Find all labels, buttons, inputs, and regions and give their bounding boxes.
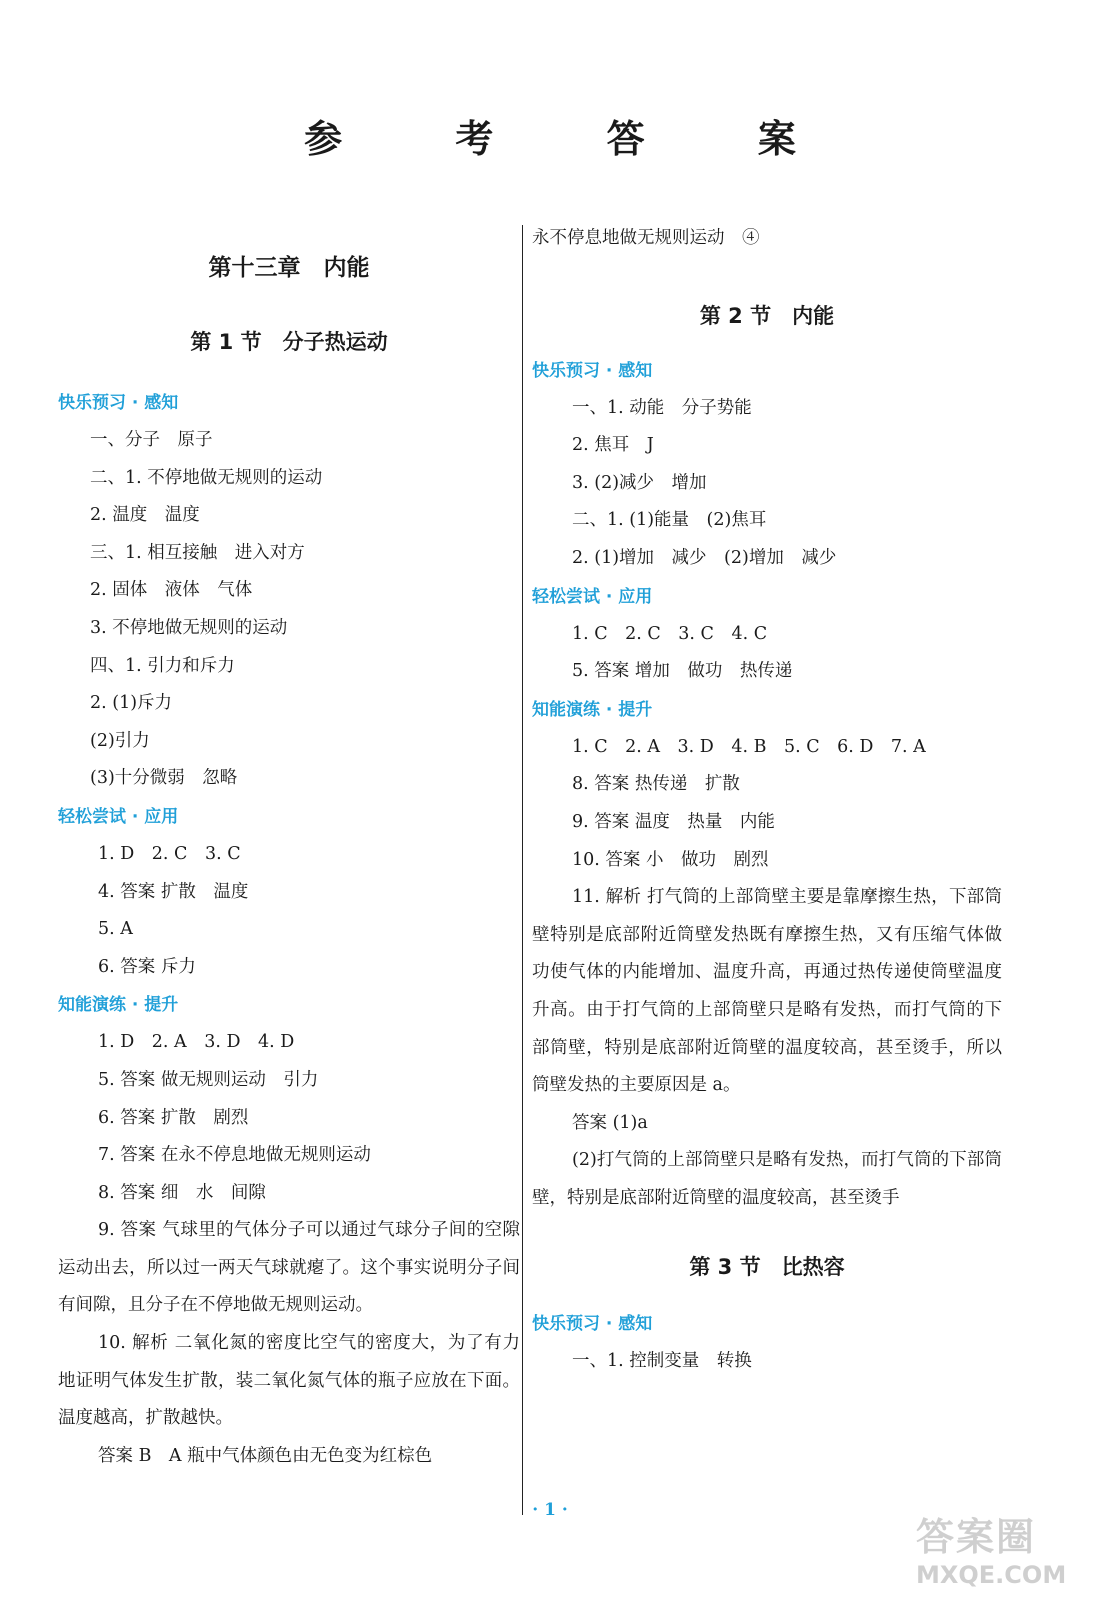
answer-line: 10. 答案 小 做功 剧烈 [572, 849, 769, 870]
category-tag-try: 轻松尝试 · 应用 [58, 806, 179, 827]
answer-line: 9. 答案 温度 热量 内能 [572, 811, 775, 832]
section-heading-1: 第 1 节 分子热运动 [190, 330, 388, 354]
answer-line: 3. 不停地做无规则的运动 [90, 617, 288, 638]
answer-line: 一、1. 控制变量 转换 [572, 1351, 752, 1372]
category-tag-try: 轻松尝试 · 应用 [532, 586, 653, 607]
watermark-top: 答案圈 [916, 1515, 1037, 1559]
answer-line: 二、1. 不停地做无规则的运动 [90, 467, 323, 488]
answer-line: 6. 答案 扩散 剧烈 [98, 1107, 249, 1128]
category-tag-practice: 知能演练 · 提升 [532, 699, 653, 720]
category-tag-practice: 知能演练 · 提升 [58, 995, 179, 1016]
answer-line: 2. 焦耳 J [572, 435, 654, 456]
answer-line: 答案 (1)a [572, 1112, 648, 1133]
answer-line: (2)引力 [90, 730, 150, 751]
answer-line: 5. 答案 增加 做功 热传递 [572, 661, 793, 682]
answer-line: 7. 答案 在永不停息地做无规则运动 [98, 1145, 371, 1166]
answer-line: 5. 答案 做无规则运动 引力 [98, 1069, 319, 1090]
answer-line: 2. 温度 温度 [90, 505, 200, 526]
column-divider [522, 225, 523, 1515]
answer-line: 1. C 2. C 3. C 4. C [572, 623, 768, 644]
answer-line: 四、1. 引力和斥力 [90, 655, 235, 676]
right-column [532, 220, 1002, 1381]
answer-line: 6. 答案 斥力 [98, 956, 196, 977]
page-number: · 1 · [532, 1500, 568, 1520]
answer-line: 一、1. 动能 分子势能 [572, 397, 752, 418]
answer-line: 5. A [98, 919, 133, 940]
answer-line: 4. 答案 扩散 温度 [98, 881, 249, 902]
answer-line: 1. D 2. C 3. C [98, 843, 241, 864]
answer-line: 2. (1)斥力 [90, 693, 173, 714]
left-column [58, 220, 520, 1475]
answer-line: 2. 固体 液体 气体 [90, 580, 253, 601]
answer-line: 1. D 2. A 3. D 4. D [98, 1032, 295, 1053]
answer-paragraph-9: 9. 答案 气球里的气体分子可以通过气球分子间的空隙运动出去，所以过一两天气球就瘪了。这个事实说明分子间有间隙，且分子在不停地做无规则运动。 [58, 1220, 520, 1316]
answer-line: (3)十分微弱 忽略 [90, 768, 238, 789]
chapter-heading: 第十三章 内能 [208, 255, 370, 281]
section-heading-2: 第 2 节 内能 [699, 303, 835, 328]
answer-paragraph-11b: (2)打气筒的上部筒壁只是略有发热，而打气筒的下部筒壁，特别是底部附近筒壁的温度较高，甚至烫手 [532, 1150, 1002, 1208]
answer-line: 1. C 2. A 3. D 4. B 5. C 6. D 7. A [572, 736, 926, 757]
answer-line: 三、1. 相互接触 进入对方 [90, 542, 305, 563]
page-title: 参 考 答 案 [304, 117, 846, 161]
answer-line: 一、分子 原子 [90, 430, 213, 450]
category-tag-preview: 快乐预习 · 感知 [58, 393, 179, 413]
category-tag-preview: 快乐预习 · 感知 [532, 360, 653, 381]
answer-line: 8. 答案 细 水 间隙 [98, 1182, 266, 1203]
answer-line: 二、1. (1)能量 (2)焦耳 [572, 510, 767, 531]
watermark-logo [916, 1506, 1066, 1594]
continued-line: 永不停息地做无规则运动 ④ [532, 228, 760, 248]
answer-line: 8. 答案 热传递 扩散 [572, 774, 740, 795]
answer-line: 答案 B A 瓶中气体颜色由无色变为红棕色 [98, 1445, 433, 1466]
watermark-bottom: MXQE.COM [916, 1561, 1067, 1589]
answer-line: 3. (2)减少 增加 [572, 472, 707, 493]
answer-paragraph-11: 11. 解析 打气筒的上部筒壁主要是靠摩擦生热，下部筒壁特别是底部附近筒壁发热既有摩擦生热，又有压缩气体做功使气体的内能增加、温度升高，再通过热传递使筒壁温度升高。由于打气筒的上部筒壁只是略有发热，而打气筒的下部筒壁，特别是底部附近筒壁的温度较高，甚至烫手，所以筒壁发热的主要原因是 a。 [532, 887, 1002, 1096]
category-tag-preview: 快乐预习 · 感知 [532, 1314, 653, 1335]
answer-line: 2. (1)增加 减少 (2)增加 减少 [572, 547, 837, 568]
section-heading-3: 第 3 节 比热容 [689, 1255, 845, 1280]
answer-paragraph-10: 10. 解析 二氧化氮的密度比空气的密度大，为了有力地证明气体发生扩散，装二氧化氮气体的瓶子应放在下面。温度越高，扩散越快。 [58, 1333, 520, 1429]
